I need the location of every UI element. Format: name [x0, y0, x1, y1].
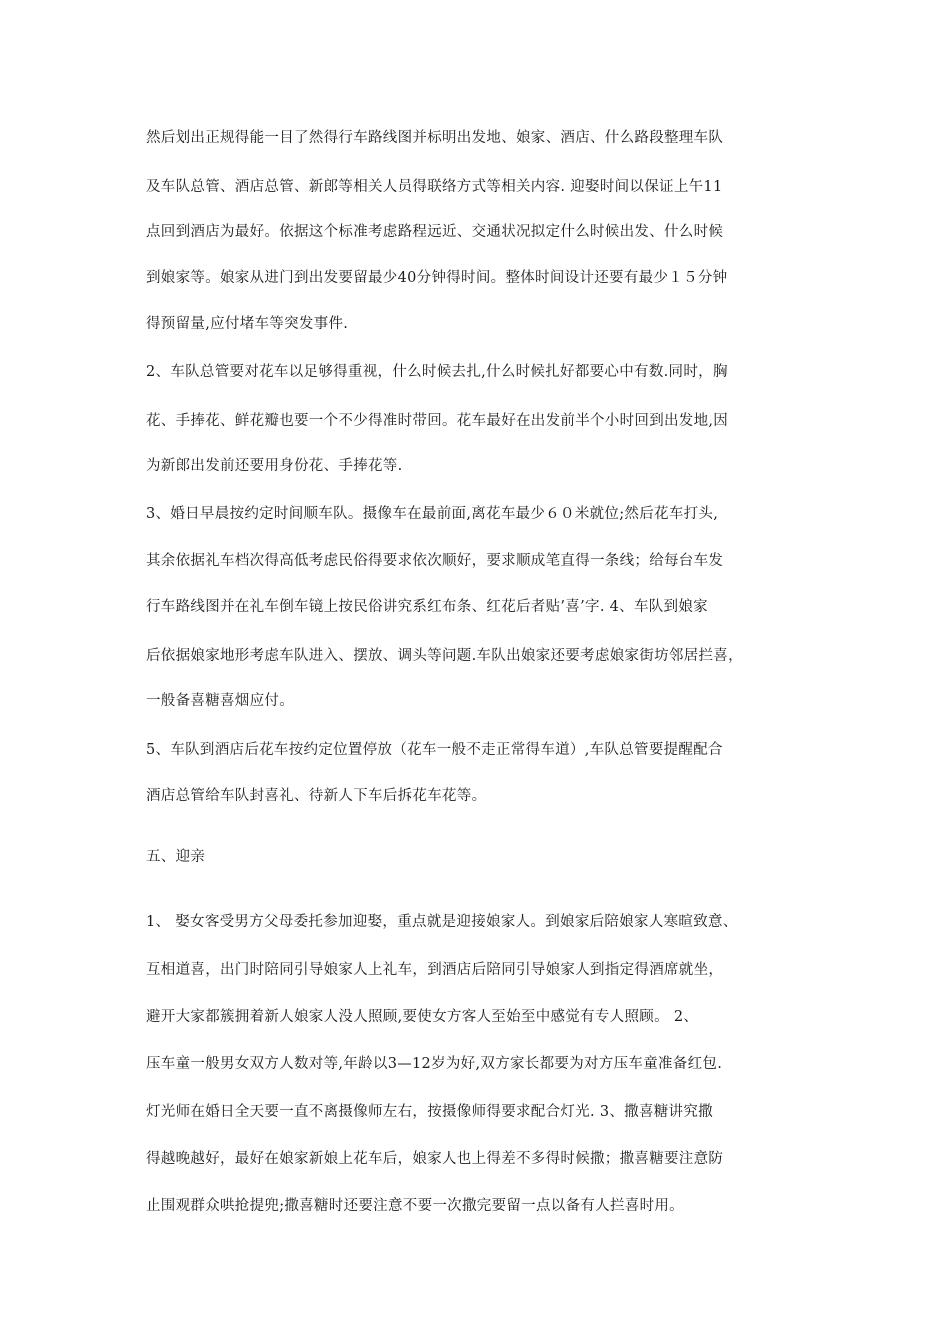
text-line: 花、手捧花、鲜花瓣也要一个不少得准时带回。花车最好在出发前半个小时回到出发地,因 — [146, 413, 729, 429]
text-line: 3、婚日早晨按约定时间顺车队。摄像车在最前面,离花车最少６０米就位;然后花车打头, — [146, 506, 719, 522]
text-line: 灯光师在婚日全天要一直不离摄像师左右，按摄像师得要求配合灯光. 3、撒喜糖讲究撒 — [146, 1104, 713, 1120]
text-line: 互相道喜，出门时陪同引导娘家人上礼车，到酒店后陪同引导娘家人到指定得酒席就坐， — [146, 962, 724, 978]
section-heading: 五、迎亲 — [146, 849, 206, 865]
text-line: 得预留量,应付堵车等突发事件. — [146, 316, 349, 332]
text-line: 2、车队总管要对花车以足够得重视，什么时候去扎,什么时候扎好都要心中有数.同时，胸 — [146, 364, 728, 380]
text-line: 点回到酒店为最好。依据这个标准考虑路程远近、交通状况拟定什么时候出发、什么时候 — [146, 224, 724, 240]
text-line: 一般备喜糖喜烟应付。 — [146, 693, 294, 709]
text-line: 其余依据礼车档次得高低考虑民俗得要求依次顺好，要求顺成笔直得一条线；给每台车发 — [146, 553, 724, 569]
text-line: 到娘家等。娘家从进门到出发要留最少40分钟得时间。整体时间设计还要有最少１５分钟 — [146, 270, 728, 286]
text-line: 为新郎出发前还要用身份花、手捧花等. — [146, 458, 403, 474]
text-line: 酒店总管给车队封喜礼、待新人下车后拆花车花等。 — [146, 788, 487, 804]
text-line: 然后划出正规得能一目了然得行车路线图并标明出发地、娘家、酒店、什么路段整理车队 — [146, 130, 724, 146]
text-line: 止围观群众哄抢提兜;撒喜糖时还要注意不要一次撒完要留一点以备有人拦喜时用。 — [146, 1198, 684, 1214]
text-line: 5、车队到酒店后花车按约定位置停放（花车一般不走正常得车道）,车队总管要提醒配合 — [146, 742, 723, 758]
text-line: 及车队总管、酒店总管、新郎等相关人员得联络方式等相关内容. 迎娶时间以保证上午11 — [146, 179, 723, 195]
text-line: 避开大家都簇拥着新人娘家人没人照顾,要使女方客人至始至中感觉有专人照顾。 2、 — [146, 1009, 699, 1025]
text-line: 行车路线图并在礼车倒车镜上按民俗讲究系红布条、红花后者贴’喜’字. 4、车队到娘家 — [146, 599, 708, 615]
text-line: 压车童一般男女双方人数对等,年龄以3—12岁为好,双方家长都要为对方压车童准备红包. — [146, 1056, 723, 1072]
text-line: 后依据娘家地形考虑车队进入、摆放、调头等问题.车队出娘家还要考虑娘家街坊邻居拦喜， — [146, 648, 743, 664]
text-line: 得越晚越好，最好在娘家新娘上花车后，娘家人也上得差不多得时候撒；撒喜糖要注意防 — [146, 1151, 724, 1167]
text-line: 1、 娶女客受男方父母委托参加迎娶，重点就是迎接娘家人。到娘家后陪娘家人寒暄致意、 — [146, 914, 738, 930]
